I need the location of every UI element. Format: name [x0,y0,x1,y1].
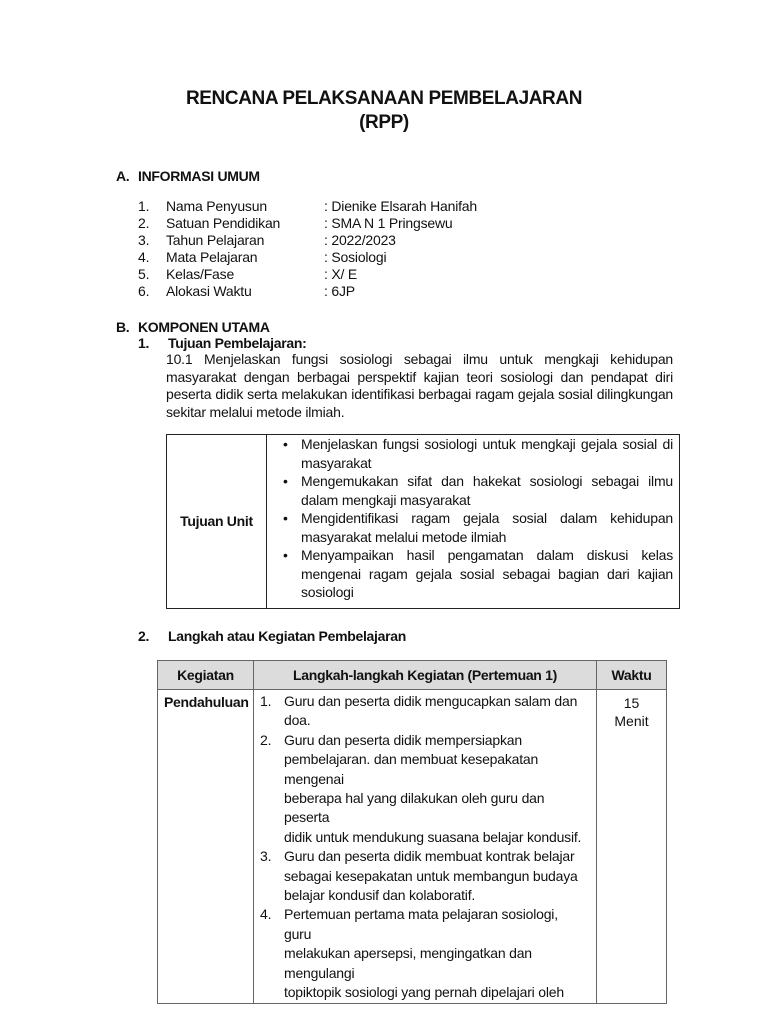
info-number: 3. [138,232,150,248]
step-line: beberapa hal yang dilakukan oleh guru dan peserta [284,790,545,826]
info-value: : Sosiologi [324,249,387,265]
step-number: 2. [260,731,272,748]
step-line: pembelajaran. dan membuat kesepakatan mengenai [284,751,539,787]
info-number: 5. [138,266,150,282]
unit-objectives-list [267,435,679,608]
info-number: 4. [138,249,150,265]
table-row [167,435,680,609]
info-value: : 2022/2023 [324,232,396,248]
list-item: • Menyampaikan hasil pengamatan dalam diskusi kelas mengenai ragam gejala sosial sebagai bagian dari kajian sosiologi [275,546,673,602]
section-letter: A. [116,168,130,184]
list-item [260,692,588,731]
step-number: 1. [260,693,272,709]
list-item [260,731,588,847]
subsection-title: Langkah atau Kegiatan Pembelajaran [168,628,406,644]
learning-steps-table [157,660,667,1004]
list-item [260,905,588,1002]
step-line: topiktopik sosiologi yang pernah dipelajari oleh [284,984,564,1001]
step-line: Guru dan peserta didik membuat kontrak belajar [284,848,575,865]
subsection-title: Tujuan Pembelajaran: [168,335,307,351]
time-cell: 15 Menit [597,690,667,1004]
subsection-number: 1. [138,335,150,351]
info-label: Tahun Pelajaran [166,232,265,248]
step-line: melakukan apersepsi, mengingatkan dan mengulangi [284,945,532,981]
list-item [260,847,588,905]
steps-cell [254,690,597,1004]
info-label: Satuan Pendidikan [166,215,281,231]
column-header: Langkah-langkah Kegiatan (Pertemuan 1) [254,661,597,690]
step-line: Guru dan peserta didik mempersiapkan [284,731,522,748]
unit-objectives-table [166,434,680,609]
step-line: belajar kondusif dan kolaboratif. [284,887,476,904]
step-line: doa. [284,712,311,729]
info-label: Alokasi Waktu [166,283,252,299]
subsection-number: 2. [138,628,150,644]
column-header: Kegiatan [158,661,254,690]
step-number: 4. [260,906,272,923]
info-label: Kelas/Fase [166,266,235,282]
step-line: Guru dan peserta didik mengucapkan salam dan [284,693,578,709]
info-value: : SMA N 1 Pringsewu [324,215,453,231]
document-subtitle: (RPP) [359,112,409,133]
info-number: 1. [138,198,150,214]
step-number: 3. [260,848,272,865]
list-item: • Mengemukakan sifat dan hakekat sosiologi sebagai ilmu dalam mengkaji masyarakat [275,472,673,509]
table-header-row [158,661,667,690]
steps-list [254,690,596,1003]
unit-label-cell: Tujuan Unit [167,435,267,609]
table-row [158,690,667,1004]
step-line: Pertemuan pertama mata pelajaran sosiologi, guru [284,906,558,942]
section-letter: B. [116,319,130,335]
learning-objective-paragraph: 10.1 Menjelaskan fungsi sosiologi sebagai ilmu untuk mengkaji kehidupan masyarakat dengan berbagai perspektif kajian teori sosiologi dan pendapat diri peserta didik serta melakukan identifikasi berbagai ragam gejala sosial dilingkungan sekitar melalui metode ilmiah. [166,351,673,420]
document-title: RENCANA PELAKSANAAN PEMBELAJARAN [185,88,583,109]
info-label: Mata Pelajaran [166,249,258,265]
unit-items-cell [267,435,680,609]
list-item: • Menjelaskan fungsi sosiologi untuk mengkaji gejala sosial di masyarakat [275,435,673,472]
activity-cell: Pendahuluan [158,690,254,1004]
info-value: : X/ E [324,266,358,282]
info-label: Nama Penyusun [166,198,267,214]
section-title: KOMPONEN UTAMA [138,319,270,335]
step-line: didik untuk mendukung suasana belajar kondusif. [284,828,582,845]
section-title: INFORMASI UMUM [138,168,260,184]
info-number: 2. [138,215,150,231]
info-number: 6. [138,283,150,299]
list-item: • Mengidentifikasi ragam gejala sosial dalam kehidupan masyarakat melalui metode ilmiah [275,509,673,546]
step-line: sebagai kesepakatan untuk membangun budaya [284,867,578,884]
info-value: : Dienike Elsarah Hanifah [324,198,477,214]
column-header: Waktu [597,661,667,690]
info-value: : 6JP [324,283,355,299]
